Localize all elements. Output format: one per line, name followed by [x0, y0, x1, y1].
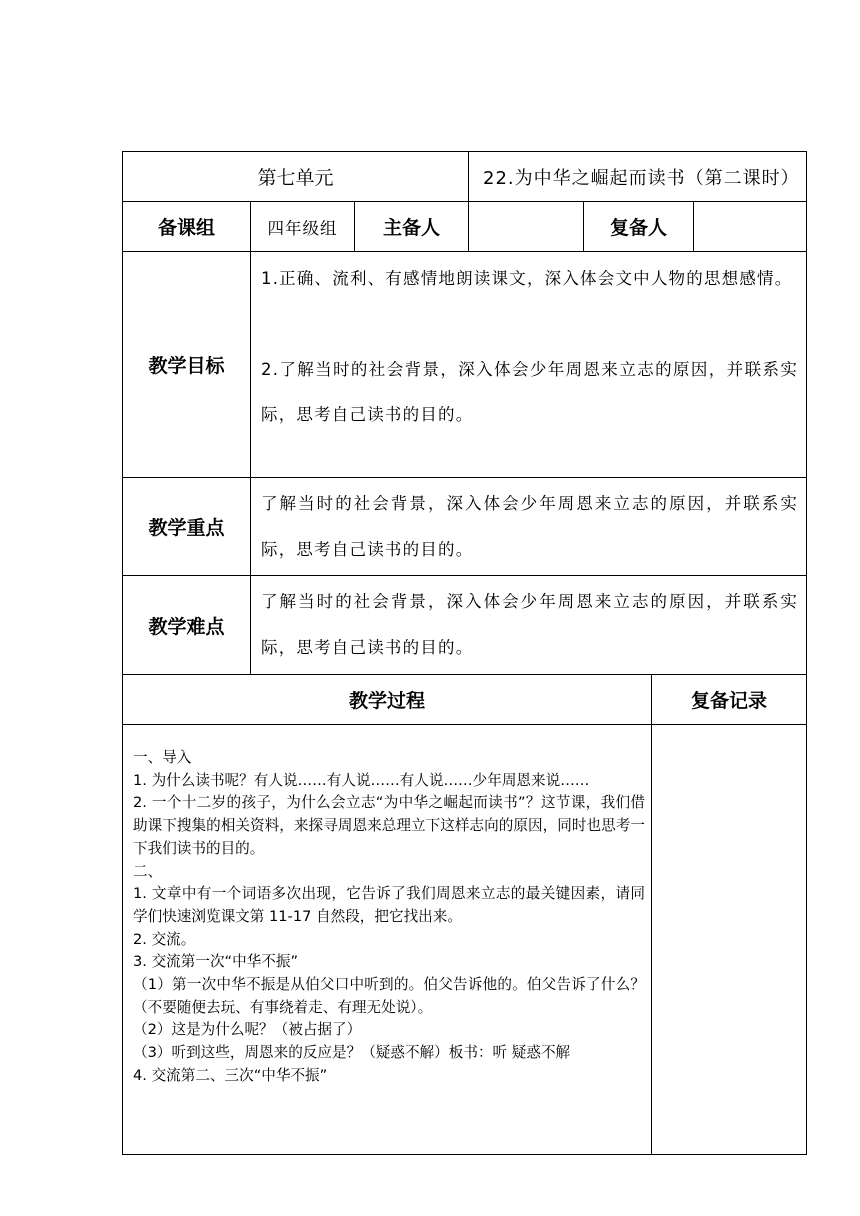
- goal-item-1: 1.正确、流利、有感情地朗读课文，深入体会文中人物的思想感情。: [261, 269, 793, 288]
- lesson-title: 22.为中华之崛起而读书（第二课时）: [469, 152, 807, 202]
- process-line: 1. 文章中有一个词语多次出现，它告诉了我们周恩来立志的最关键因素，请同学们快速浏览课文第 11-17 自然段，把它找出来。: [133, 885, 646, 925]
- process-line: （2）这是为什么呢？（被占据了）: [133, 1021, 362, 1039]
- review-notes-content: [652, 725, 807, 1155]
- difficulties-row: [123, 576, 807, 675]
- goals-content: [251, 252, 807, 478]
- lesson-plan-table: [122, 151, 807, 1155]
- process-line: 3. 交流第一次“中华不振”: [133, 953, 299, 971]
- review-preparer-label: 复备人: [584, 202, 694, 252]
- process-label: 教学过程: [123, 675, 652, 725]
- process-line: 一、导入: [133, 749, 192, 766]
- difficulties-label: 教学难点: [123, 576, 251, 675]
- process-line: 2. 一个十二岁的孩子，为什么会立志“为中华之崛起而读书”？这节课，我们借助课下搜集的相关资料，来探寻周恩来总理立下这样志向的原因，同时也思考一下我们读书的目的。: [133, 794, 646, 857]
- lesson-plan-sheet: [122, 151, 806, 1155]
- key-points-text: 了解当时的社会背景，深入体会少年周恩来立志的原因，并联系实际，思考自己读书的目的。: [251, 478, 807, 576]
- goals-label: 教学目标: [123, 252, 251, 478]
- process-line: 1. 为什么读书呢？有人说……有人说……有人说……少年周恩来说……: [133, 771, 590, 789]
- unit-row: [123, 152, 807, 202]
- difficulties-text: 了解当时的社会背景，深入体会少年周恩来立志的原因，并联系实际，思考自己读书的目的。: [251, 576, 807, 675]
- prep-group-label: 备课组: [123, 202, 251, 252]
- process-line: 二、: [133, 862, 163, 880]
- process-body-row: [123, 725, 807, 1155]
- process-line: 4. 交流第二、三次“中华不振”: [133, 1066, 328, 1084]
- prep-row: [123, 202, 807, 252]
- review-preparer-value: [694, 202, 807, 252]
- review-notes-label: 复备记录: [652, 675, 807, 725]
- process-line: （3）听到这些，周恩来的反应是？（疑惑不解）板书：听 疑惑不解: [133, 1044, 571, 1062]
- process-line: （1）第一次中华不振是从伯父口中听到的。伯父告诉他的。伯父告诉了什么？（不要随便去玩、有事绕着走、有理无处说）。: [133, 976, 646, 1016]
- key-points-row: [123, 478, 807, 576]
- main-preparer-label: 主备人: [355, 202, 469, 252]
- process-line: 2. 交流。: [133, 930, 196, 948]
- process-header-row: [123, 675, 807, 725]
- goals-row: [123, 252, 807, 478]
- unit-title: 第七单元: [123, 152, 469, 202]
- key-points-label: 教学重点: [123, 478, 251, 576]
- prep-group-value: 四年级组: [251, 202, 355, 252]
- process-content: [123, 725, 652, 1155]
- main-preparer-value: [469, 202, 584, 252]
- goal-item-2: 2.了解当时的社会背景，深入体会少年周恩来立志的原因，并联系实际，思考自己读书的目的。: [261, 360, 799, 424]
